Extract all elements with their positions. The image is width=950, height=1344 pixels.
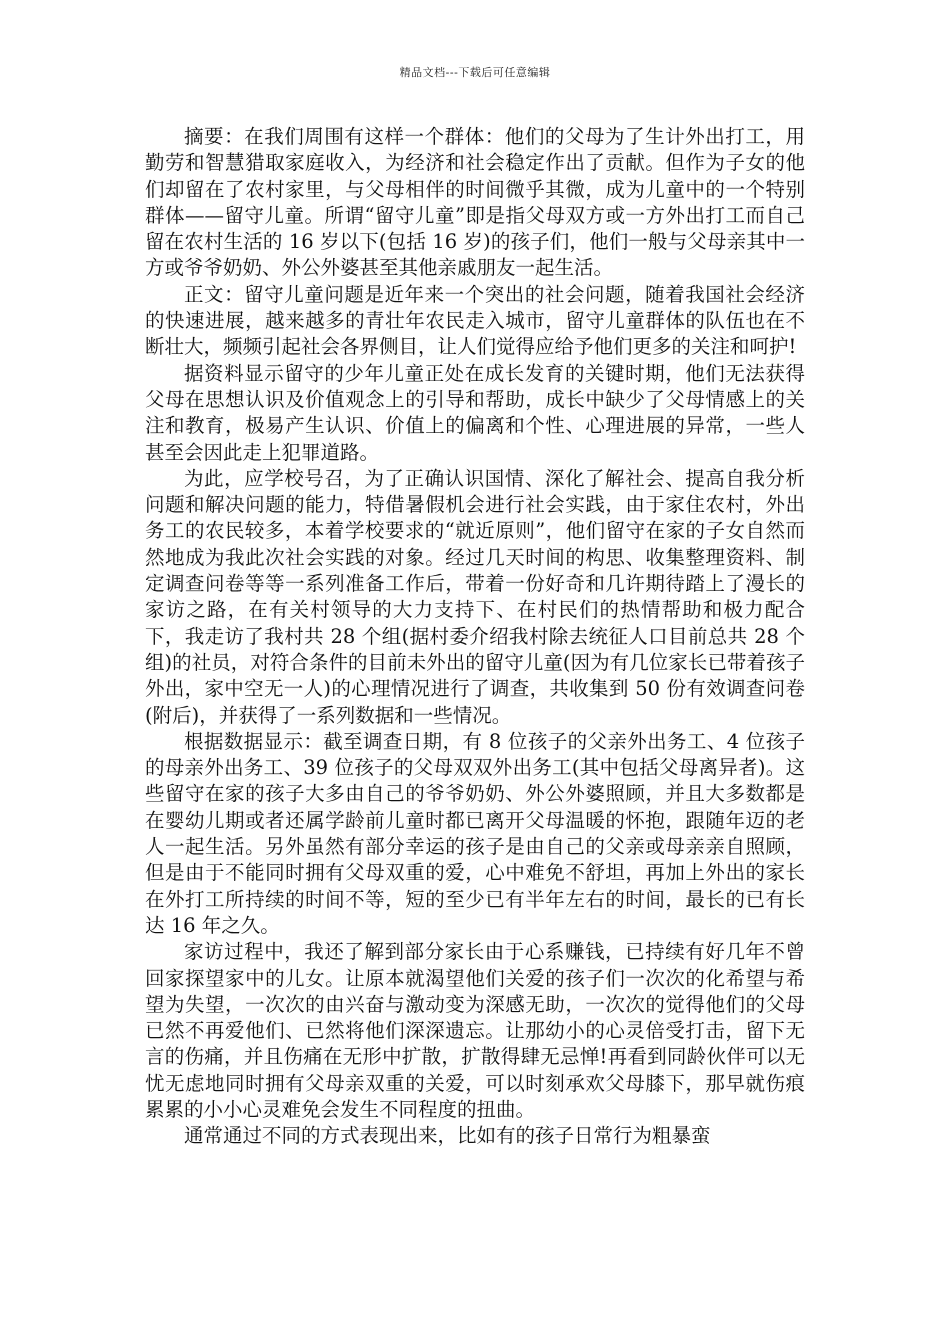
paragraph: 家访过程中，我还了解到部分家长由于心系赚钱，已持续有好几年不曾回家探望家中的儿女。让原本就渴望他们关爱的孩子们一次次的化希望与希望为失望，一次次的由兴奋与激动变为深感无助，一次次的觉得他们的父母已然不再爱他们、已然将他们深深遗忘。让那幼小的心灵倍受打击，留下无言的伤痛，并且伤痛在无形中扩散，扩散得肆无忌惮!再看到同龄伙伴可以无忧无虑地同时拥有父母亲双重的关爱，可以时刻承欢父母膝下，那早就伤痕累累的小小心灵难免会发生不同程度的扭曲。: [145, 940, 805, 1121]
page-header: 精品文档---下载后可任意编辑: [399, 66, 551, 79]
paragraph-abstract: 摘要：在我们周围有这样一个群体：他们的父母为了生计外出打工，用勤劳和智慧猎取家庭收入，为经济和社会稳定作出了贡献。但作为子女的他们却留在了农村家里，与父母相伴的时间微乎其微，成为儿童中的一个特别群体——留守儿童。所谓“留守儿童”即是指父母双方或一方外出打工而自己留在农村生活的 16 岁以下(包括 16 岁)的孩子们，他们一般与父母亲其中一方或爷爷奶奶、外公外婆甚至其他亲戚朋友一起生活。: [145, 125, 805, 280]
paragraph: 据资料显示留守的少年儿童正处在成长发育的关键时期，他们无法获得父母在思想认识及价值观念上的引导和帮助，成长中缺少了父母情感上的关注和教育，极易产生认识、价值上的偏离和个性、心理进展的异常，一些人甚至会因此走上犯罪道路。: [145, 361, 805, 464]
paragraph-main-text: 正文：留守儿童问题是近年来一个突出的社会问题，随着我国社会经济的快速进展，越来越多的青壮年农民走入城市，留守儿童群体的队伍也在不断壮大，频频引起社会各界侧目，让人们觉得应给予他们更多的关注和呵护!: [145, 282, 805, 359]
paragraph: 通常通过不同的方式表现出来，比如有的孩子日常行为粗暴蛮: [184, 1124, 711, 1148]
document-body: [145, 124, 805, 1150]
paragraph: 根据数据显示：截至调查日期，有 8 位孩子的父亲外出务工、4 位孩子的母亲外出务工、39 位孩子的父母双双外出务工(其中包括父母离异者)。这些留守在家的孩子大多由自己的爷爷奶奶、外公外婆照顾，并且大多数都是在婴幼儿期或者还属学龄前儿童时都已离开父母温暖的怀抱，跟随年迈的老人一起生活。另外虽然有部分幸运的孩子是由自己的父亲或母亲亲自照顾，但是由于不能同时拥有父母双重的爱，心中难免不舒坦，再加上外出的家长在外打工所持续的时间不等，短的至少已有半年左右的时间，最长的已有长达 16 年之久。: [145, 729, 805, 937]
paragraph: 为此，应学校号召，为了正确认识国情、深化了解社会、提高自我分析问题和解决问题的能力，特借暑假机会进行社会实践，由于家住农村，外出务工的农民较多，本着学校要求的“就近原则”，他们留守在家的子女自然而然地成为我此次社会实践的对象。经过几天时间的构思、收集整理资料、制定调查问卷等等一系列准备工作后，带着一份好奇和几许期待踏上了漫长的家访之路，在有关村领导的大力支持下、在村民们的热情帮助和极力配合下，我走访了我村共 28 个组(据村委介绍我村除去统征人口目前总共 28 个组)的社员，对符合条件的目前未外出的留守儿童(因为有几位家长已带着孩子外出，家中空无一人)的心理情况进行了调查，共收集到 50 份有效调查问卷(附后)，并获得了一系列数据和一些情况。: [145, 466, 805, 727]
